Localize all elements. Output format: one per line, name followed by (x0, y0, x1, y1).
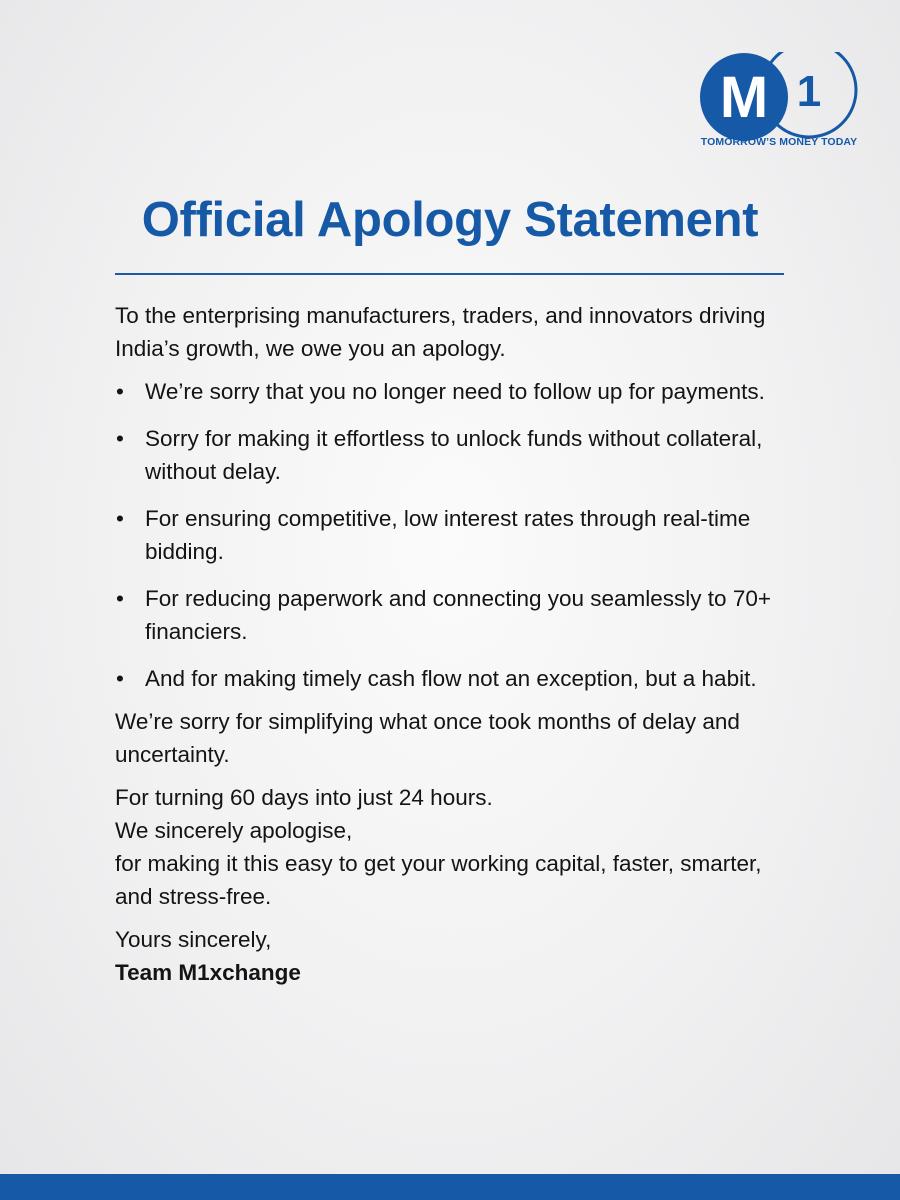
statement-body (115, 299, 795, 999)
list-item-text: And for making timely cash flow not an exception, but a habit. (145, 666, 757, 691)
turnaround-paragraph (115, 781, 795, 913)
apology-list (115, 375, 795, 695)
working-capital-line: for making it this easy to get your working capital, faster, smarter, and stress-free. (115, 851, 762, 909)
bullet-icon: • (116, 586, 124, 611)
list-item (115, 375, 795, 408)
bullet-icon: • (116, 666, 124, 691)
list-item (115, 422, 795, 488)
list-item-text: For ensuring competitive, low interest rates through real-time bidding. (145, 506, 751, 564)
page-title: Official Apology Statement (141, 193, 759, 247)
logo-tagline: TOMORROW’S MONEY TODAY (700, 136, 858, 148)
simplifying-paragraph: We’re sorry for simplifying what once took months of delay and uncertainty. (115, 709, 740, 767)
closing (115, 923, 795, 989)
list-item-text: Sorry for making it effortless to unlock funds without collateral, without delay. (145, 426, 763, 484)
list-item (115, 582, 795, 648)
logo-number: 1 (796, 67, 822, 116)
list-item (115, 502, 795, 568)
signer: Team M1xchange (115, 960, 301, 985)
bullet-icon: • (116, 426, 124, 451)
bullet-icon: • (116, 506, 124, 531)
list-item-text: We’re sorry that you no longer need to follow up for payments. (145, 379, 765, 404)
salutation: Yours sincerely, (115, 927, 272, 952)
list-item-text: For reducing paperwork and connecting you seamlessly to 70+ financiers. (145, 586, 771, 644)
bullet-icon: • (116, 379, 124, 404)
intro-paragraph: To the enterprising manufacturers, traders, and innovators driving India’s growth, we owe you an apology. (115, 303, 766, 361)
title-divider (115, 273, 784, 275)
list-item (115, 662, 795, 695)
turnaround-line: For turning 60 days into just 24 hours. (115, 785, 493, 810)
footer-bar (0, 1174, 900, 1200)
apology-line: We sincerely apologise, (115, 818, 353, 843)
logo-letter: M (719, 65, 769, 130)
